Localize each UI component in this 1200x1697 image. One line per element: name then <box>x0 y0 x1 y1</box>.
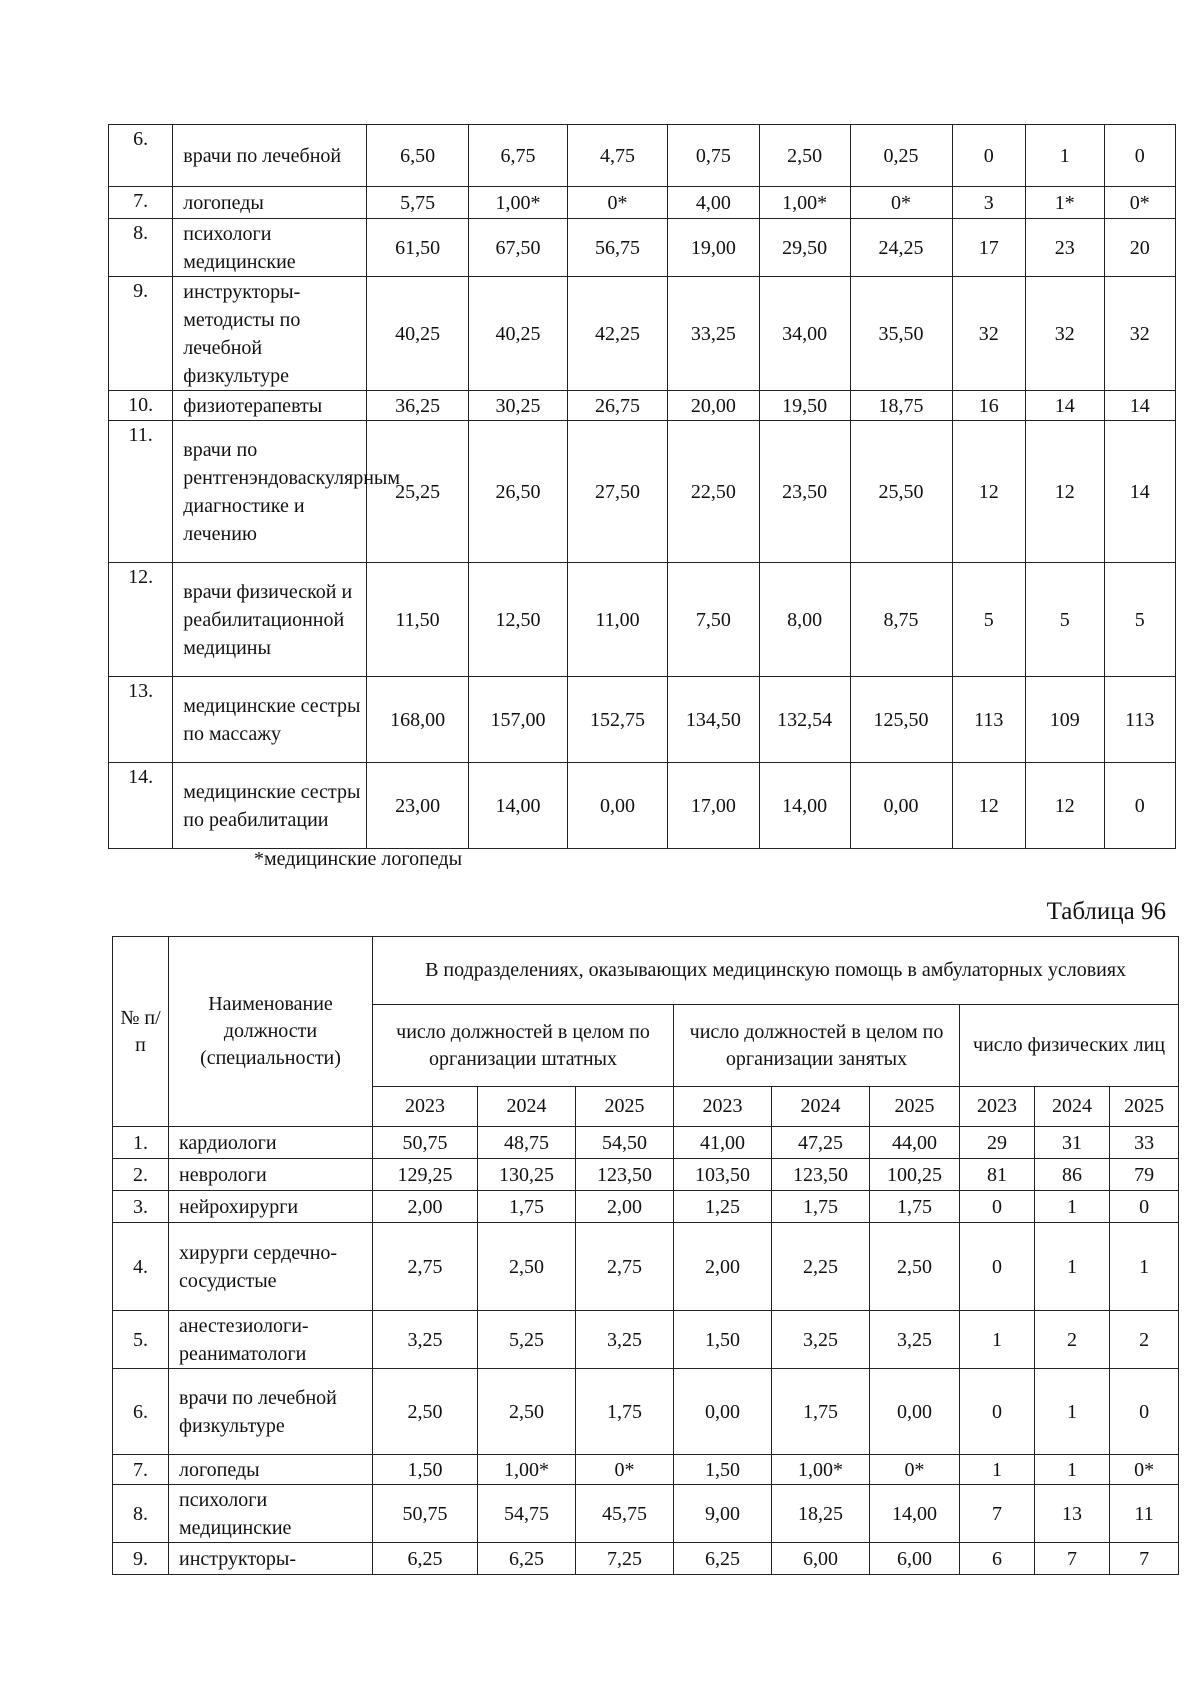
position-name: врачи физической и реабилитационной медицины <box>173 563 367 677</box>
value-cell: 7 <box>960 1485 1035 1543</box>
value-cell: 0,25 <box>850 125 952 187</box>
header-occupied-positions: число должностей в целом по организации занятых <box>674 1005 960 1087</box>
value-cell: 5 <box>1025 563 1104 677</box>
value-cell: 2,75 <box>373 1223 478 1311</box>
value-cell: 2 <box>1110 1311 1179 1369</box>
year-header: 2024 <box>1035 1087 1110 1127</box>
value-cell: 3,25 <box>373 1311 478 1369</box>
value-cell: 4,75 <box>568 125 668 187</box>
value-cell: 1,50 <box>674 1311 772 1369</box>
position-name: медицинские сестры по реабилитации <box>173 763 367 849</box>
value-cell: 14 <box>1025 391 1104 421</box>
row-number: 13. <box>109 677 173 763</box>
value-cell: 50,75 <box>373 1127 478 1159</box>
value-cell: 1 <box>1025 125 1104 187</box>
row-number: 7. <box>113 1455 169 1485</box>
row-number: 7. <box>109 187 173 219</box>
value-cell: 24,25 <box>850 219 952 277</box>
position-name: хирурги сердечно-сосудистые <box>169 1223 373 1311</box>
value-cell: 17,00 <box>667 763 759 849</box>
header-physical-persons: число физических лиц <box>960 1005 1179 1087</box>
value-cell: 29,50 <box>759 219 850 277</box>
value-cell: 2,50 <box>759 125 850 187</box>
value-cell: 2,50 <box>478 1223 576 1311</box>
row-number: 3. <box>113 1191 169 1223</box>
table-row <box>109 391 1176 421</box>
value-cell: 23 <box>1025 219 1104 277</box>
value-cell: 109 <box>1025 677 1104 763</box>
value-cell: 9,00 <box>674 1485 772 1543</box>
value-cell: 6,00 <box>870 1543 960 1575</box>
value-cell: 41,00 <box>674 1127 772 1159</box>
value-cell: 1 <box>1035 1455 1110 1485</box>
value-cell: 14,00 <box>759 763 850 849</box>
row-number: 14. <box>109 763 173 849</box>
value-cell: 20 <box>1104 219 1176 277</box>
year-header: 2024 <box>478 1087 576 1127</box>
position-name: кардиологи <box>169 1127 373 1159</box>
value-cell: 0,75 <box>667 125 759 187</box>
value-cell: 14 <box>1104 421 1176 563</box>
header-group: В подразделениях, оказывающих медицинскую помощь в амбулаторных условиях <box>373 937 1179 1005</box>
value-cell: 50,75 <box>373 1485 478 1543</box>
value-cell: 23,00 <box>367 763 469 849</box>
header-staff-positions: число должностей в целом по организации штатных <box>373 1005 674 1087</box>
value-cell: 129,25 <box>373 1159 478 1191</box>
value-cell: 0 <box>952 125 1025 187</box>
row-number: 8. <box>109 219 173 277</box>
value-cell: 0* <box>576 1455 674 1485</box>
row-number: 11. <box>109 421 173 563</box>
position-name: врачи по лечебной <box>173 125 367 187</box>
value-cell: 1,50 <box>373 1455 478 1485</box>
value-cell: 32 <box>952 277 1025 391</box>
value-cell: 113 <box>1104 677 1176 763</box>
value-cell: 79 <box>1110 1159 1179 1191</box>
value-cell: 7,25 <box>576 1543 674 1575</box>
value-cell: 40,25 <box>469 277 568 391</box>
row-number: 9. <box>109 277 173 391</box>
value-cell: 17 <box>952 219 1025 277</box>
year-header: 2023 <box>960 1087 1035 1127</box>
value-cell: 67,50 <box>469 219 568 277</box>
value-cell: 1,75 <box>478 1191 576 1223</box>
value-cell: 5 <box>952 563 1025 677</box>
value-cell: 2,00 <box>576 1191 674 1223</box>
value-cell: 0* <box>850 187 952 219</box>
table-caption: Таблица 96 <box>1046 898 1166 925</box>
value-cell: 0,00 <box>674 1369 772 1455</box>
table-row <box>113 1543 1179 1575</box>
value-cell: 86 <box>1035 1159 1110 1191</box>
staff-table-96 <box>112 936 1179 1575</box>
value-cell: 61,50 <box>367 219 469 277</box>
value-cell: 2,00 <box>674 1223 772 1311</box>
value-cell: 2,50 <box>478 1369 576 1455</box>
value-cell: 6,00 <box>772 1543 870 1575</box>
value-cell: 12 <box>1025 763 1104 849</box>
row-number: 2. <box>113 1159 169 1191</box>
value-cell: 157,00 <box>469 677 568 763</box>
row-number: 10. <box>109 391 173 421</box>
value-cell: 152,75 <box>568 677 668 763</box>
value-cell: 123,50 <box>772 1159 870 1191</box>
table-row <box>113 1223 1179 1311</box>
value-cell: 0* <box>568 187 668 219</box>
position-name: инструкторы-методисты по лечебной физкультуре <box>173 277 367 391</box>
value-cell: 8,75 <box>850 563 952 677</box>
value-cell: 81 <box>960 1159 1035 1191</box>
value-cell: 26,75 <box>568 391 668 421</box>
value-cell: 1,50 <box>674 1455 772 1485</box>
header-number: № п/п <box>113 937 169 1127</box>
position-name: психологи медицинские <box>169 1485 373 1543</box>
value-cell: 31 <box>1035 1127 1110 1159</box>
value-cell: 0* <box>870 1455 960 1485</box>
value-cell: 5 <box>1104 563 1176 677</box>
table-row <box>109 763 1176 849</box>
value-cell: 45,75 <box>576 1485 674 1543</box>
row-number: 6. <box>109 125 173 187</box>
staff-table-continued <box>108 124 1176 849</box>
value-cell: 12 <box>952 763 1025 849</box>
value-cell: 54,75 <box>478 1485 576 1543</box>
position-name: неврологи <box>169 1159 373 1191</box>
value-cell: 27,50 <box>568 421 668 563</box>
value-cell: 1* <box>1025 187 1104 219</box>
row-number: 1. <box>113 1127 169 1159</box>
value-cell: 47,25 <box>772 1127 870 1159</box>
value-cell: 6,25 <box>478 1543 576 1575</box>
table-row <box>109 125 1176 187</box>
value-cell: 30,25 <box>469 391 568 421</box>
year-header: 2025 <box>1110 1087 1179 1127</box>
value-cell: 1 <box>1110 1223 1179 1311</box>
row-number: 8. <box>113 1485 169 1543</box>
value-cell: 123,50 <box>576 1159 674 1191</box>
value-cell: 0 <box>960 1191 1035 1223</box>
value-cell: 3 <box>952 187 1025 219</box>
value-cell: 1,75 <box>576 1369 674 1455</box>
value-cell: 32 <box>1025 277 1104 391</box>
table-row <box>109 563 1176 677</box>
value-cell: 1,75 <box>772 1369 870 1455</box>
year-header: 2024 <box>772 1087 870 1127</box>
position-name: инструкторы- <box>169 1543 373 1575</box>
value-cell: 6 <box>960 1543 1035 1575</box>
value-cell: 7 <box>1110 1543 1179 1575</box>
row-number: 12. <box>109 563 173 677</box>
value-cell: 3,25 <box>576 1311 674 1369</box>
table-row <box>113 1369 1179 1455</box>
value-cell: 5,75 <box>367 187 469 219</box>
value-cell: 44,00 <box>870 1127 960 1159</box>
value-cell: 1,00* <box>772 1455 870 1485</box>
row-number: 6. <box>113 1369 169 1455</box>
value-cell: 23,50 <box>759 421 850 563</box>
value-cell: 22,50 <box>667 421 759 563</box>
position-name: анестезиологи-реаниматологи <box>169 1311 373 1369</box>
value-cell: 2,00 <box>373 1191 478 1223</box>
value-cell: 14,00 <box>870 1485 960 1543</box>
position-name: физиотерапевты <box>173 391 367 421</box>
value-cell: 168,00 <box>367 677 469 763</box>
value-cell: 7,50 <box>667 563 759 677</box>
value-cell: 33 <box>1110 1127 1179 1159</box>
value-cell: 40,25 <box>367 277 469 391</box>
value-cell: 3,25 <box>772 1311 870 1369</box>
table-body <box>109 125 1176 849</box>
value-cell: 6,50 <box>367 125 469 187</box>
value-cell: 18,75 <box>850 391 952 421</box>
year-header: 2023 <box>674 1087 772 1127</box>
value-cell: 56,75 <box>568 219 668 277</box>
value-cell: 100,25 <box>870 1159 960 1191</box>
value-cell: 130,25 <box>478 1159 576 1191</box>
value-cell: 12 <box>952 421 1025 563</box>
value-cell: 0 <box>1104 763 1176 849</box>
table-body <box>113 1127 1179 1575</box>
value-cell: 4,00 <box>667 187 759 219</box>
value-cell: 19,50 <box>759 391 850 421</box>
value-cell: 11 <box>1110 1485 1179 1543</box>
value-cell: 0,00 <box>568 763 668 849</box>
value-cell: 35,50 <box>850 277 952 391</box>
year-header: 2023 <box>373 1087 478 1127</box>
value-cell: 42,25 <box>568 277 668 391</box>
table-row <box>109 219 1176 277</box>
value-cell: 0* <box>1110 1455 1179 1485</box>
table-row <box>113 1159 1179 1191</box>
table-row <box>113 1311 1179 1369</box>
value-cell: 1 <box>1035 1369 1110 1455</box>
position-name: врачи по лечебной физкультуре <box>169 1369 373 1455</box>
value-cell: 134,50 <box>667 677 759 763</box>
value-cell: 1 <box>960 1311 1035 1369</box>
value-cell: 1,25 <box>674 1191 772 1223</box>
value-cell: 0 <box>1104 125 1176 187</box>
value-cell: 0* <box>1104 187 1176 219</box>
position-name: медицинские сестры по массажу <box>173 677 367 763</box>
value-cell: 20,00 <box>667 391 759 421</box>
position-name: врачи по рентгенэндоваскулярным диагностике и лечению <box>173 421 367 563</box>
value-cell: 3,25 <box>870 1311 960 1369</box>
row-number: 5. <box>113 1311 169 1369</box>
value-cell: 6,75 <box>469 125 568 187</box>
value-cell: 25,25 <box>367 421 469 563</box>
value-cell: 14,00 <box>469 763 568 849</box>
value-cell: 132,54 <box>759 677 850 763</box>
value-cell: 5,25 <box>478 1311 576 1369</box>
value-cell: 1,00* <box>469 187 568 219</box>
value-cell: 0,00 <box>870 1369 960 1455</box>
value-cell: 0 <box>960 1369 1035 1455</box>
value-cell: 2,50 <box>373 1369 478 1455</box>
value-cell: 32 <box>1104 277 1176 391</box>
value-cell: 0 <box>1110 1369 1179 1455</box>
position-name: психологи медицинские <box>173 219 367 277</box>
value-cell: 2 <box>1035 1311 1110 1369</box>
value-cell: 11,00 <box>568 563 668 677</box>
value-cell: 1 <box>1035 1223 1110 1311</box>
value-cell: 36,25 <box>367 391 469 421</box>
position-name: нейрохирурги <box>169 1191 373 1223</box>
table-row <box>113 1455 1179 1485</box>
value-cell: 26,50 <box>469 421 568 563</box>
value-cell: 13 <box>1035 1485 1110 1543</box>
value-cell: 25,50 <box>850 421 952 563</box>
value-cell: 125,50 <box>850 677 952 763</box>
value-cell: 14 <box>1104 391 1176 421</box>
year-header: 2025 <box>576 1087 674 1127</box>
table-row <box>109 277 1176 391</box>
table-row <box>109 187 1176 219</box>
value-cell: 12,50 <box>469 563 568 677</box>
table-row <box>113 1485 1179 1543</box>
row-number: 9. <box>113 1543 169 1575</box>
value-cell: 19,00 <box>667 219 759 277</box>
value-cell: 7 <box>1035 1543 1110 1575</box>
value-cell: 6,25 <box>373 1543 478 1575</box>
value-cell: 11,50 <box>367 563 469 677</box>
table-row <box>113 1191 1179 1223</box>
value-cell: 1 <box>960 1455 1035 1485</box>
value-cell: 2,50 <box>870 1223 960 1311</box>
value-cell: 2,25 <box>772 1223 870 1311</box>
value-cell: 12 <box>1025 421 1104 563</box>
value-cell: 29 <box>960 1127 1035 1159</box>
value-cell: 0,00 <box>850 763 952 849</box>
value-cell: 16 <box>952 391 1025 421</box>
value-cell: 1,00* <box>478 1455 576 1485</box>
value-cell: 0 <box>1110 1191 1179 1223</box>
value-cell: 33,25 <box>667 277 759 391</box>
value-cell: 1,75 <box>870 1191 960 1223</box>
table-row <box>113 1127 1179 1159</box>
value-cell: 8,00 <box>759 563 850 677</box>
value-cell: 34,00 <box>759 277 850 391</box>
position-name: логопеды <box>173 187 367 219</box>
year-header: 2025 <box>870 1087 960 1127</box>
header-position: Наименование должности (специальности) <box>169 937 373 1127</box>
table-row <box>109 421 1176 563</box>
value-cell: 48,75 <box>478 1127 576 1159</box>
value-cell: 18,25 <box>772 1485 870 1543</box>
value-cell: 54,50 <box>576 1127 674 1159</box>
value-cell: 113 <box>952 677 1025 763</box>
position-name: логопеды <box>169 1455 373 1485</box>
value-cell: 1 <box>1035 1191 1110 1223</box>
footnote: *медицинские логопеды <box>254 848 463 870</box>
row-number: 4. <box>113 1223 169 1311</box>
value-cell: 1,75 <box>772 1191 870 1223</box>
value-cell: 0 <box>960 1223 1035 1311</box>
value-cell: 2,75 <box>576 1223 674 1311</box>
value-cell: 6,25 <box>674 1543 772 1575</box>
value-cell: 1,00* <box>759 187 850 219</box>
value-cell: 103,50 <box>674 1159 772 1191</box>
table-row <box>109 677 1176 763</box>
